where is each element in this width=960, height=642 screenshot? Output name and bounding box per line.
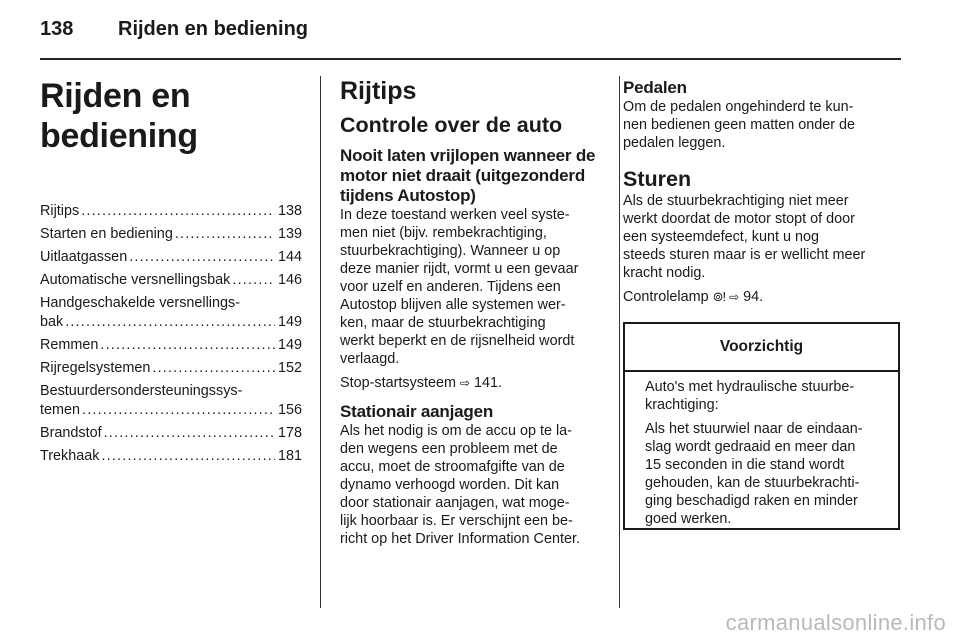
watermark: carmanualsonline.info [725,610,946,635]
block-paragraph: Om de pedalen ongehinderd te kun- nen bedienen geen matten onder de pedalen leggen. [623,99,856,151]
toc-item[interactable]: Brandstof ..... 178 [40,424,302,443]
content-column-right [623,62,903,306]
block-paragraph: Als het nodig is om de accu op te la- den wegens een probleem met de accu, moet de stroomafgifte van de dynamo verhoogd worden. Dit kan door stationair aanjagen, wat moge- lijk hoorbaar is. Er verschijnt een be- richt op het Driver Information Center. [340,423,580,547]
section-title: Rijtips [340,77,417,105]
toc-item[interactable]: Rijtips ..... 138 [40,202,302,221]
reference-arrow-icon: ⇨ [459,376,471,390]
toc-item[interactable]: Rijregelsystemen ..... 152 [40,359,302,378]
caution-title: Voorzichtig [625,324,898,372]
column-divider [619,76,620,608]
block-paragraph: Als de stuurbekrachtiging niet meer werkt doordat de motor stopt of door een systeemdefect, kunt u nog steeds sturen maar is er wellicht meer kracht nodig. [623,193,866,281]
column-divider [320,76,321,608]
table-of-contents [40,202,302,466]
header-rule [40,58,901,60]
caution-body: Auto's met hydraulische stuurbe- krachtiging: Als het stuurwiel naar de eindaan- slag wordt gedraaid en meer dan 15 seconden in die stand wordt gehouden, kan de stuurbekrachti- ging beschadigd raken en minder goed werken. [645,379,863,527]
toc-item[interactable]: Handgeschakelde versnellings- bak ..... 149 [40,294,302,332]
section-subtitle: Controle over de auto [340,113,563,137]
caution-box [623,322,900,530]
toc-item[interactable]: Automatische versnellingsbak ..... 146 [40,271,302,290]
block-heading: Nooit laten vrijlopen wanneer de motor niet draait (uitgezonderd tijdens Autostop) [340,146,596,205]
subsection-title: Sturen [623,167,692,191]
steering-warning-lamp-icon: ⊚! [712,289,726,304]
toc-item[interactable]: Uitlaatgassen ..... 144 [40,248,302,267]
page-header [40,18,308,48]
chapter-title: Rijden en bediening [40,77,198,155]
reference-arrow-icon: ⇨ [729,290,740,304]
toc-item[interactable]: Starten en bediening ..... 139 [40,225,302,244]
block-heading: Stationair aanjagen [340,402,494,421]
cross-reference[interactable]: Controlelamp ⊚! ⇨ 94. [623,289,764,305]
content-column-middle [340,62,606,548]
toc-item[interactable]: Remmen ..... 149 [40,336,302,355]
chapter-column [40,62,302,470]
toc-item[interactable]: Trekhaak ..... 181 [40,447,302,466]
running-title: Rijden en bediening [118,18,309,40]
block-heading: Pedalen [623,78,687,97]
toc-item[interactable]: Bestuurdersondersteuningssys- temen ..... 156 [40,382,302,420]
page-number: 138 [40,18,74,40]
block-paragraph: In deze toestand werken veel syste- men niet (bijv. rembekrachtiging, stuurbekrachtiging). Wanneer u op deze manier rijdt, vormt u een gevaar voor uzelf en anderen. Tijdens een Autostop blijven alle systemen wer- ken, maar de stuurbekrachtiging werkt beperkt en de rijsnelheid wordt verlaagd. [340,207,579,367]
cross-reference[interactable]: Stop-startsysteem ⇨ 141. [340,375,502,391]
